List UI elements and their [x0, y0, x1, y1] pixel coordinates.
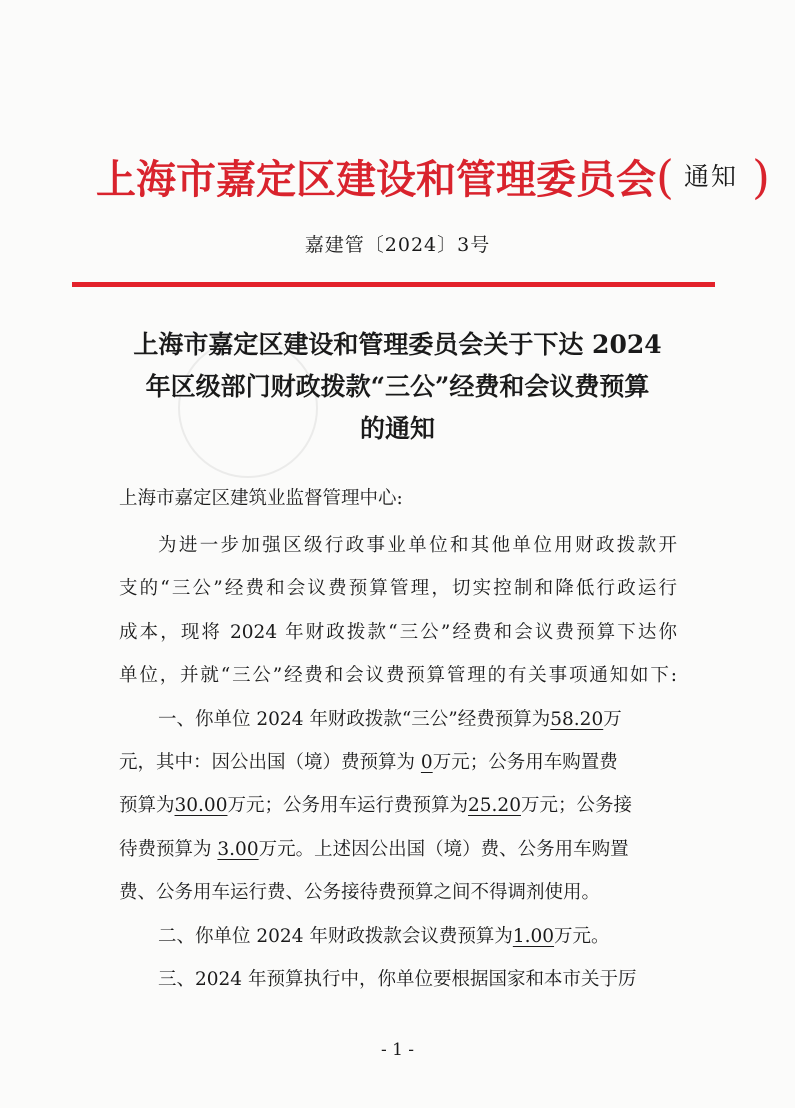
org-letterhead	[96, 148, 770, 205]
title-line-3: 的通知	[359, 414, 435, 443]
body-line: 三、2024 年预算执行中，你单位要根据国家和本市关于厉	[158, 968, 637, 990]
org-name: 上海市嘉定区建设和管理委员会	[96, 156, 656, 203]
body-line	[119, 698, 677, 741]
notice-label: 通知	[683, 162, 738, 191]
body-line	[119, 828, 677, 871]
title-line-2: 年区级部门财政拨款“三公”经费和会议费预算	[145, 372, 650, 401]
reception-budget-value: 3.00	[217, 838, 259, 860]
text-run: 预算为	[119, 795, 175, 817]
text-run: 二、你单位 2024 年财政拨款会议费预算为	[158, 925, 513, 947]
text-run: 元，其中：因公出国（境）费预算为	[119, 751, 416, 773]
text-run: 万元。上述因公出国（境）费、公务用车购置	[258, 838, 629, 860]
vehicle-running-value: 25.20	[468, 795, 521, 817]
three-public-total-value: 58.20	[550, 708, 604, 730]
page-number: - 1 -	[380, 1040, 415, 1060]
body-line	[119, 741, 677, 784]
addressee: 上海市嘉定区建筑业监督管理中心:	[119, 488, 403, 509]
abroad-budget-value: 0	[420, 751, 433, 773]
body-line: 成本，现将 2024 年财政拨款“三公”经费和会议费预算下达你	[119, 621, 677, 643]
text-run: 万元。	[554, 925, 610, 947]
body-line	[119, 915, 677, 958]
body-line: 支的“三公”经费和会议费预算管理，切实控制和降低行政运行	[119, 578, 677, 600]
text-run: 一、你单位 2024 年财政拨款“三公”经费预算为	[158, 708, 551, 730]
vehicle-purchase-value: 30.00	[174, 795, 228, 817]
text-run: 万元；公务用车运行费预算为	[227, 795, 468, 817]
meeting-budget-value: 1.00	[512, 925, 555, 947]
body-line	[119, 784, 677, 827]
body-line: 费、公务用车运行费、公务接待费预算之间不得调剂使用。	[119, 882, 601, 904]
paren-close: )	[751, 150, 770, 204]
document-number: 嘉建管〔2024〕3号	[304, 234, 491, 256]
red-divider-line	[72, 282, 715, 287]
document-title	[100, 324, 695, 450]
text-run: 万	[603, 708, 622, 730]
text-run: 万元；公务接	[520, 795, 632, 817]
text-run: 万元；公务用车购置费	[432, 751, 618, 773]
text-run: 待费预算为	[119, 838, 212, 860]
paren-open: (	[656, 150, 674, 204]
title-line-1: 上海市嘉定区建设和管理委员会关于下达 2024	[133, 330, 662, 359]
body-line: 单位，并就“三公”经费和会议费预算管理的有关事项通知如下:	[119, 665, 677, 687]
body-line: 为进一步加强区级行政事业单位和其他单位用财政拨款开	[158, 535, 677, 556]
document-body	[119, 524, 677, 1001]
